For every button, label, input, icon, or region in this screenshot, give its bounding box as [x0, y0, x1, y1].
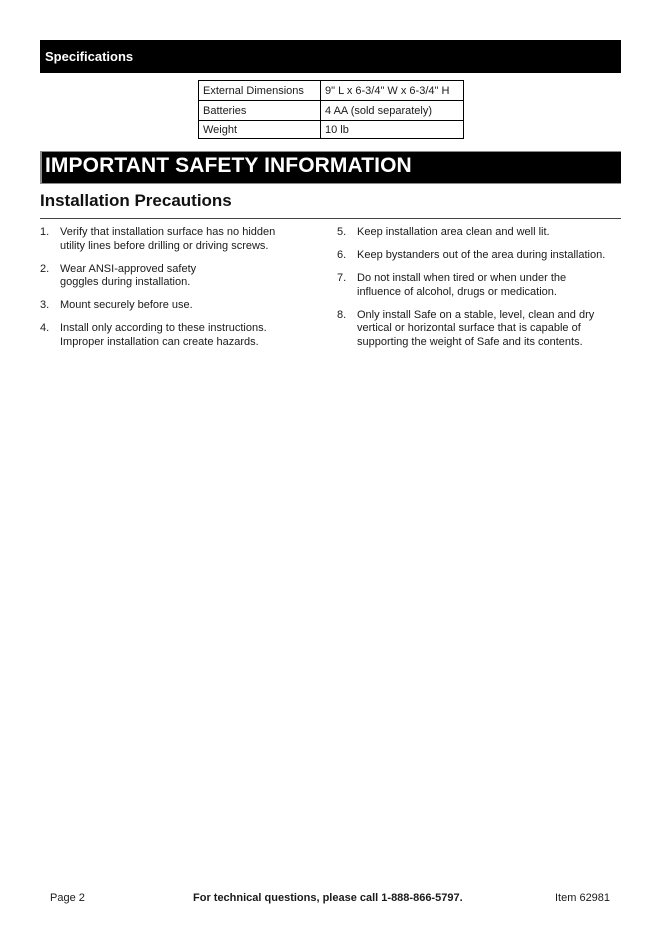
item-number: 7.: [337, 272, 347, 284]
specifications-table: [198, 80, 464, 139]
safety-title: IMPORTANT SAFETY INFORMATION: [45, 154, 412, 177]
table-row: [199, 121, 464, 139]
item-line: Improper installation can create hazards.: [60, 335, 259, 348]
section-heading: Installation Precautions: [40, 191, 232, 210]
item-number: 5.: [337, 226, 347, 238]
spec-value: 9" L x 6-3/4" W x 6-3/4" H: [321, 81, 464, 101]
spec-label: External Dimensions: [199, 81, 321, 101]
item-line: influence of alcohol, drugs or medication.: [357, 285, 557, 298]
item-line: goggles during installation.: [60, 276, 191, 288]
item-line: Wear ANSI-approved safety: [60, 262, 197, 275]
item-line: Only install Safe on a stable, level, clean and dry: [357, 308, 595, 321]
item-line: Verify that installation surface has no hidden: [60, 226, 276, 238]
item-line: vertical or horizontal surface that is capable of: [357, 322, 581, 334]
item-number-label: Item 62981: [555, 892, 611, 904]
list-item: [40, 322, 300, 349]
item-number: 8.: [337, 308, 347, 321]
list-item: [337, 226, 621, 240]
list-item: [40, 263, 300, 290]
spec-value: 10 lb: [321, 121, 464, 139]
item-number: 3.: [40, 299, 50, 311]
item-number: 4.: [40, 322, 50, 334]
list-item: [337, 272, 621, 299]
technical-support-line: For technical questions, please call 1-888-866-5797.: [193, 892, 463, 904]
safety-banner: [40, 151, 621, 184]
section-divider: [40, 218, 621, 219]
list-item: [337, 249, 621, 263]
item-line: Mount securely before use.: [60, 299, 193, 311]
item-number: 2.: [40, 262, 50, 275]
table-row: [199, 101, 464, 121]
item-number: 1.: [40, 226, 50, 238]
item-line: Keep bystanders out of the area during installation.: [357, 249, 606, 261]
item-number: 6.: [337, 249, 347, 261]
list-item: [40, 226, 300, 253]
page-number: Page 2: [50, 892, 85, 904]
spec-label: Weight: [199, 121, 321, 139]
list-item: [40, 299, 300, 313]
item-line: Do not install when tired or when under the: [357, 272, 567, 284]
item-line: utility lines before drilling or driving screws.: [60, 239, 269, 252]
spec-value: 4 AA (sold separately): [321, 101, 464, 121]
item-line: supporting the weight of Safe and its contents.: [357, 335, 583, 348]
item-line: Install only according to these instructions.: [60, 322, 267, 334]
banner-edge: [40, 152, 42, 183]
precautions-left-column: [40, 226, 300, 359]
spec-label: Batteries: [199, 101, 321, 121]
precautions-right-column: [337, 226, 621, 359]
list-item: [337, 309, 621, 350]
item-line: Keep installation area clean and well lit.: [357, 226, 550, 238]
table-row: [199, 81, 464, 101]
specifications-heading: Specifications: [40, 40, 621, 73]
